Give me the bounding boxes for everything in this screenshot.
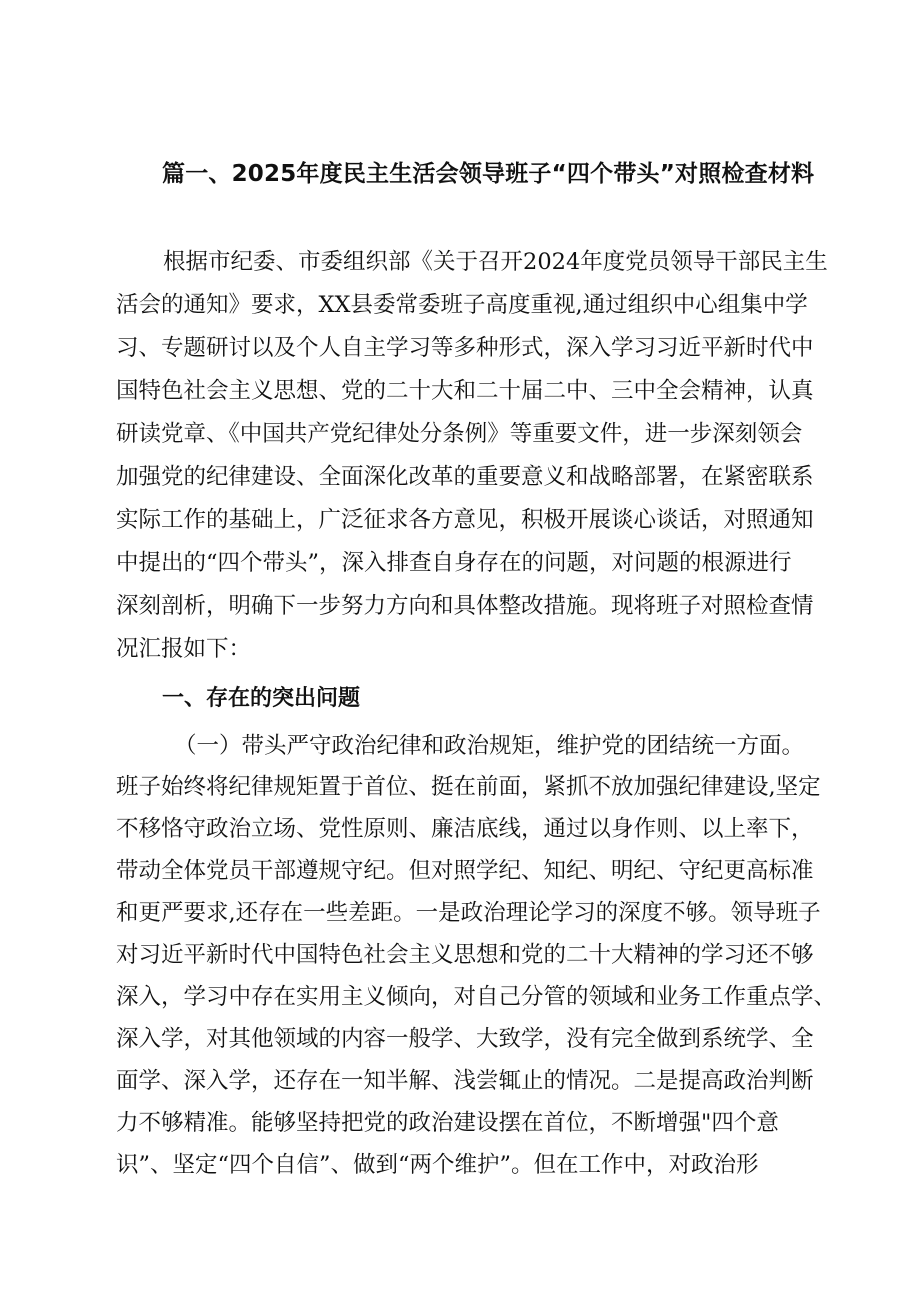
body-line: 识”、坚定“四个自信”、做到“两个维护”。但在工作中，对政治形 — [116, 1152, 759, 1178]
intro-line: 国特色社会主义思想、党的二十大和二十届二中、三中全会精神，认真 — [116, 378, 814, 404]
body-line: 深入学，对其他领域的内容一般学、大致学，没有完全做到系统学、全 — [116, 1026, 814, 1052]
intro-line: 研读党章、《中国共产党纪律处分条例》等重要文件，进一步深刻领会 — [116, 421, 803, 447]
intro-line: 深刻剖析，明确下一步努力方向和具体整改措施。现将班子对照检查情 — [116, 593, 814, 619]
section-heading: 一、存在的突出问题 — [162, 686, 361, 711]
document-title: 篇一、2025年度民主生活会领导班子“四个带头”对照检查材料 — [162, 161, 815, 187]
body-line: 和更严要求,还存在一些差距。一是政治理论学习的深度不够。领导班子 — [116, 900, 821, 926]
intro-line: 况汇报如下： — [116, 636, 252, 662]
body-line: 班子始终将纪律规矩置于首位、挺在前面，紧抓不放加强纪律建设,坚定 — [116, 774, 821, 800]
body-line: 力不够精准。能够坚持把党的政治建设摆在首位，不断增强"四个意 — [116, 1110, 779, 1136]
body-line: 不移恪守政治立场、党性原则、廉洁底线，通过以身作则、以上率下， — [116, 816, 814, 842]
intro-line: 实际工作的基础上，广泛征求各方意见，积极开展谈心谈话，对照通知 — [116, 507, 814, 533]
intro-line: 中提出的“四个带头”，深入排查自身存在的问题，对问题的根源进行 — [116, 550, 792, 576]
intro-line: 加强党的纪律建设、全面深化改革的重要意义和战略部署，在紧密联系 — [116, 464, 814, 490]
body-line: （一）带头严守政治纪律和政治规矩，维护党的团结统一方面。 — [174, 733, 805, 759]
body-line: 面学、深入学，还存在一知半解、浅尝辄止的情况。二是提高政治判断 — [116, 1068, 814, 1094]
body-line: 带动全体党员干部遵规守纪。但对照学纪、知纪、明纪、守纪更高标准 — [116, 858, 814, 884]
body-line: 深入，学习中存在实用主义倾向，对自己分管的领域和业务工作重点学、 — [116, 984, 837, 1010]
intro-line: 习、专题研讨以及个人自主学习等多种形式，深入学习习近平新时代中 — [116, 335, 814, 361]
intro-line: 活会的通知》要求，XX县委常委班子高度重视,通过组织中心组集中学 — [116, 292, 808, 318]
intro-line: 根据市纪委、市委组织部《关于召开2024年度党员领导干部民主生 — [163, 249, 828, 275]
body-line: 对习近平新时代中国特色社会主义思想和党的二十大精神的学习还不够 — [116, 942, 814, 968]
